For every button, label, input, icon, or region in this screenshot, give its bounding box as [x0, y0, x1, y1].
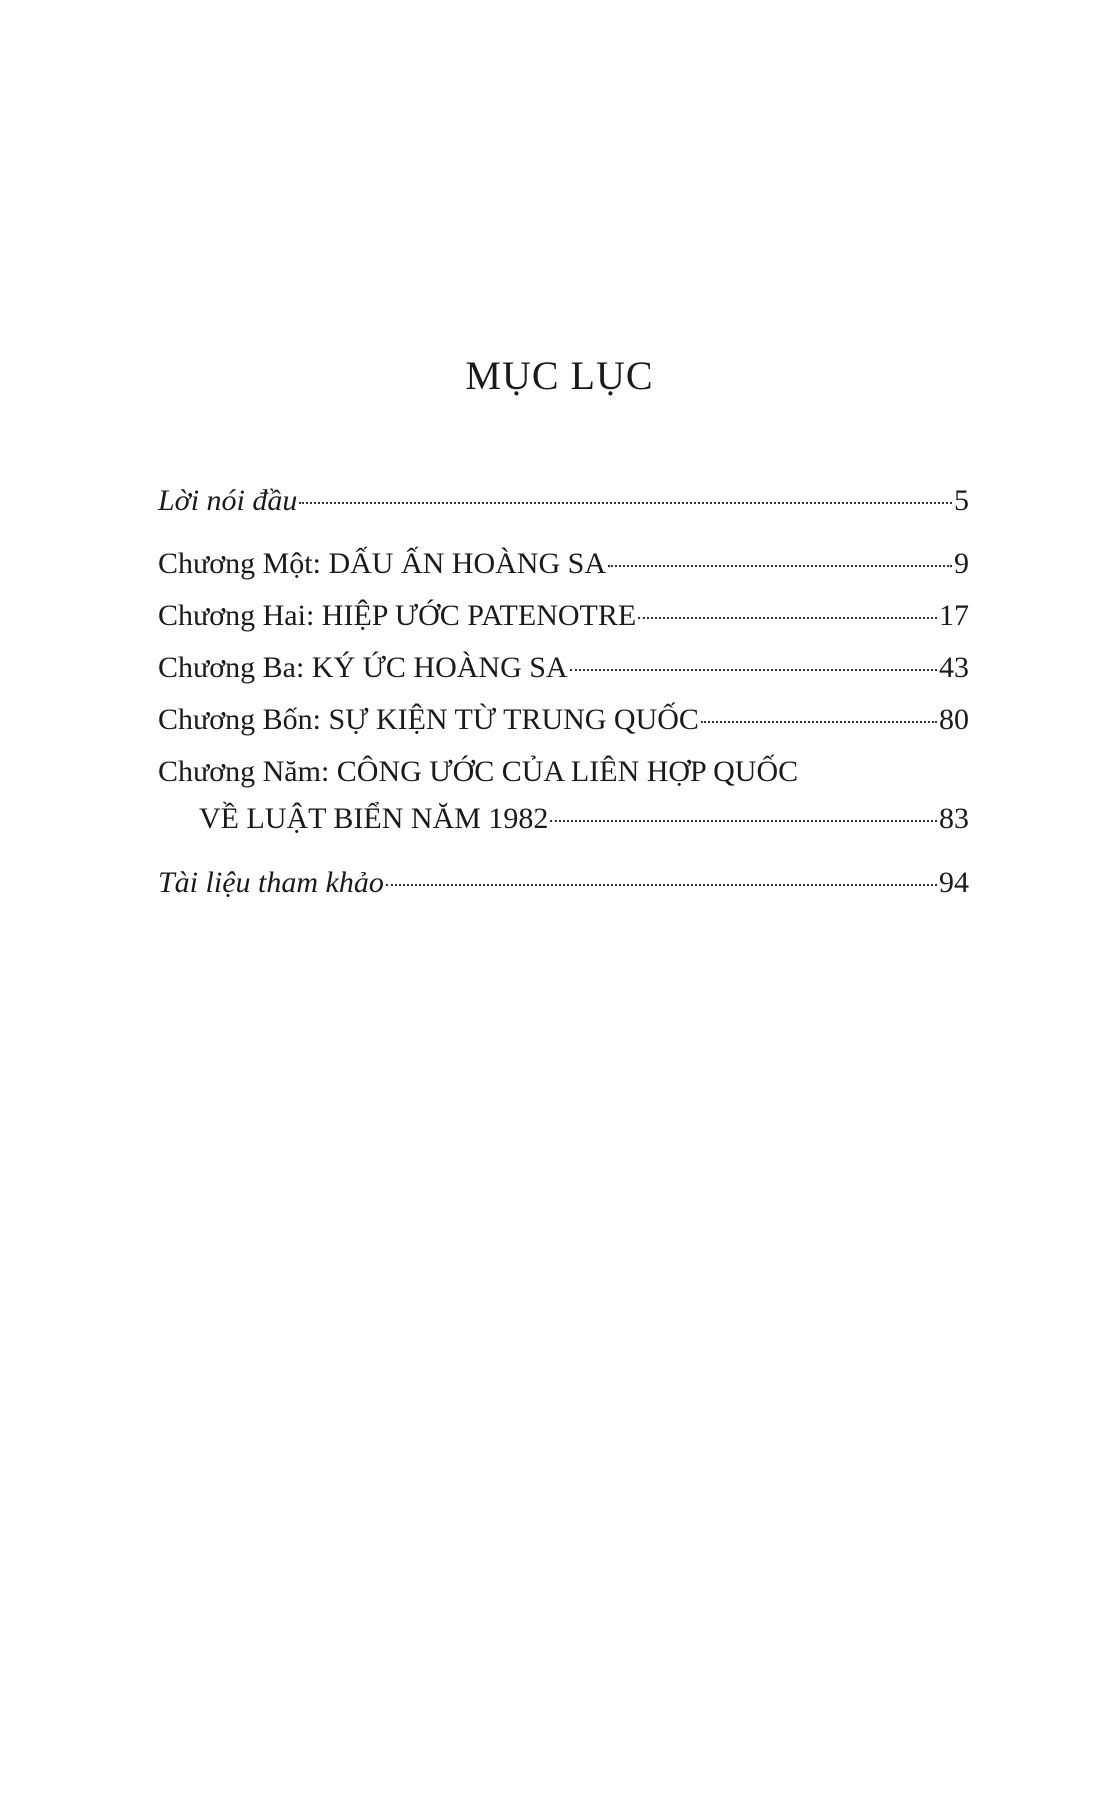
toc-entry-page: 43 — [939, 651, 969, 684]
toc-entry-page: 17 — [939, 599, 969, 632]
toc-entry-chapter-3[interactable] — [158, 650, 969, 686]
toc-title: MỤC LỤC — [465, 353, 654, 398]
toc-entry-page: 83 — [939, 802, 969, 835]
toc-entry-chapter-2[interactable] — [158, 598, 969, 634]
toc-entry-label: Chương Hai: HIỆP ƯỚC PATENOTRE — [158, 599, 637, 632]
toc-entry-label: Chương Một: DẤU ẤN HOÀNG SA — [158, 547, 606, 580]
dot-leader — [386, 884, 937, 886]
toc-entry-label: Tài liệu tham khảo — [158, 866, 384, 899]
toc-entry-chapter-1[interactable] — [158, 546, 969, 582]
dot-leader — [701, 721, 937, 723]
dot-leader — [299, 502, 952, 504]
toc-entry-page: 9 — [954, 547, 969, 580]
toc-entry-chapter-5[interactable] — [158, 801, 969, 837]
dot-leader — [550, 820, 937, 822]
dot-leader — [608, 565, 952, 567]
toc-entry-label: Chương Ba: KÝ ỨC HOÀNG SA — [158, 651, 568, 684]
toc-entry-page: 80 — [939, 703, 969, 736]
toc-entry-references[interactable] — [158, 865, 969, 901]
toc-entry-label: VỀ LUẬT BIỂN NĂM 1982 — [199, 802, 549, 835]
toc-entry-page: 94 — [939, 866, 969, 899]
toc-entry-page: 5 — [954, 484, 969, 517]
toc-entry-label: Chương Bốn: SỰ KIỆN TỪ TRUNG QUỐC — [158, 703, 699, 736]
toc-entry-chapter-4[interactable] — [158, 702, 969, 738]
toc-entry-preface[interactable] — [158, 483, 969, 519]
dot-leader — [570, 669, 937, 671]
toc-entry-chapter-5-line-1[interactable]: Chương Năm: CÔNG ƯỚC CỦA LIÊN HỢP QUỐC — [158, 755, 799, 788]
dot-leader — [638, 617, 937, 619]
toc-entry-label: Lời nói đầu — [158, 484, 298, 517]
